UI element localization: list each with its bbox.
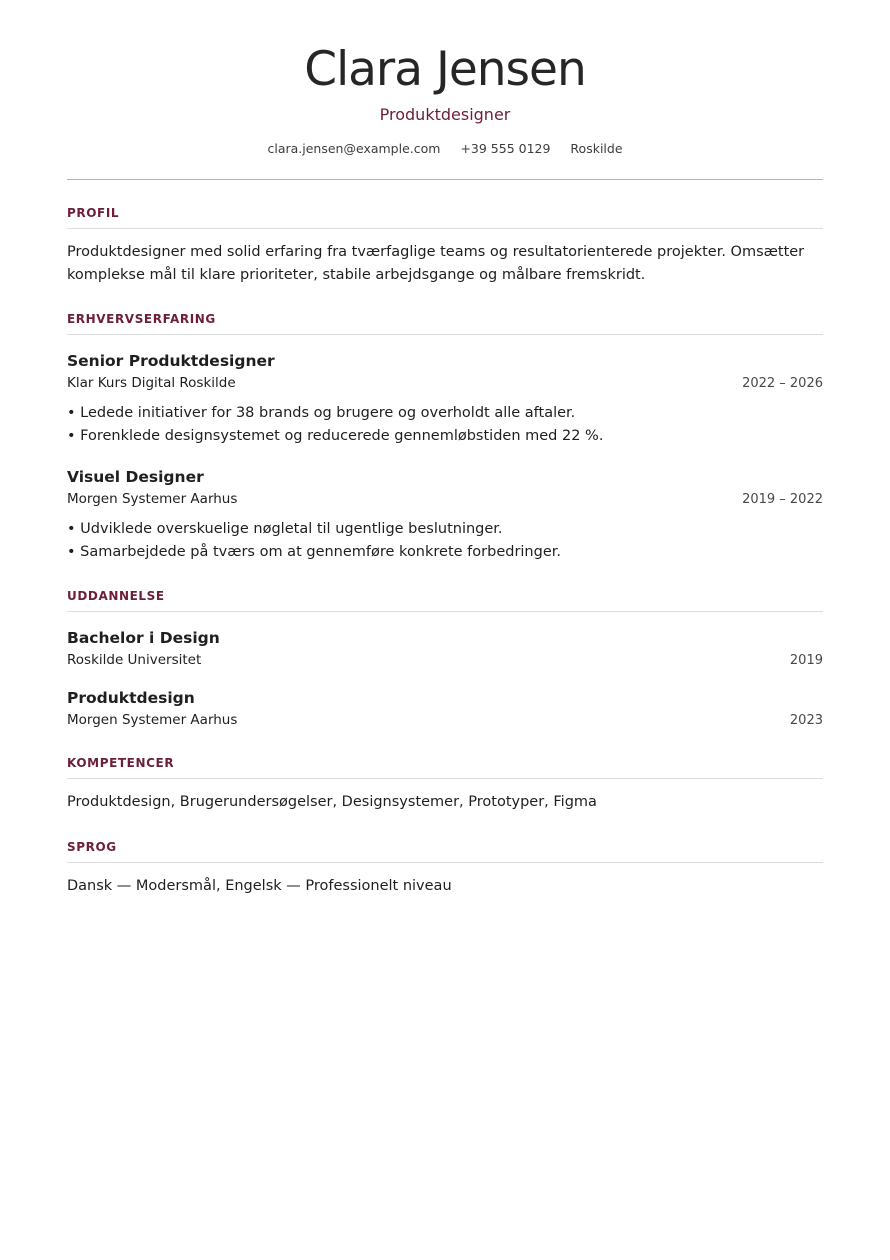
education-entry xyxy=(67,688,823,730)
candidate-name: Clara Jensen xyxy=(304,42,586,97)
profile-text: Produktdesigner med solid erfaring fra tværfaglige teams og resultatorienterede projekter. Omsætter komplekse mål til klare prioriteter, stabile arbejdsgange og målbare fremskridt. xyxy=(67,244,805,283)
job-dates: 2019 – 2022 xyxy=(742,492,823,507)
job-bullet: • Samarbejdede på tværs om at gennemføre konkrete forbedringer. xyxy=(67,541,823,564)
job-bullet: • Ledede initiativer for 38 brands og brugere og overholdt alle aftaler. xyxy=(67,402,823,425)
education-year: 2019 xyxy=(789,653,823,668)
education-meta xyxy=(67,651,823,670)
job-bullets xyxy=(67,402,823,447)
job-organization: Morgen Systemer Aarhus xyxy=(67,491,238,507)
job-bullet: • Forenklede designsystemet og reducerede gennemløbstiden med 22 %. xyxy=(67,425,823,448)
header-divider xyxy=(67,179,823,180)
job-dates: 2022 – 2026 xyxy=(742,376,823,391)
experience-section xyxy=(67,312,823,563)
job-bullet: • Udviklede overskuelige nøgletal til ugentlige beslutninger. xyxy=(67,518,823,541)
section-title-languages: SPROG xyxy=(67,840,823,863)
contact-email: clara.jensen@example.com xyxy=(267,141,441,156)
job-meta xyxy=(67,490,823,509)
job-meta xyxy=(67,374,823,393)
job-title: Visuel Designer xyxy=(67,468,204,486)
candidate-role: Produktdesigner xyxy=(379,105,511,124)
section-title-education: UDDANNELSE xyxy=(67,589,823,612)
education-title: Bachelor i Design xyxy=(67,629,220,647)
education-institution: Roskilde Universitet xyxy=(67,652,202,668)
education-section xyxy=(67,589,823,730)
profile-section xyxy=(67,206,823,286)
skills-text: Produktdesign, Brugerundersøgelser, Designsystemer, Prototyper, Figma xyxy=(67,794,597,810)
job-title: Senior Produktdesigner xyxy=(67,352,275,370)
contact-phone: +39 555 0129 xyxy=(460,141,551,156)
job-organization: Klar Kurs Digital Roskilde xyxy=(67,375,236,391)
languages-section xyxy=(67,840,823,898)
contact-location: Roskilde xyxy=(570,141,623,156)
skills-section xyxy=(67,756,823,814)
education-title: Produktdesign xyxy=(67,689,195,707)
section-title-profile: PROFIL xyxy=(67,206,823,229)
education-institution: Morgen Systemer Aarhus xyxy=(67,712,238,728)
education-entry xyxy=(67,628,823,670)
education-meta xyxy=(67,711,823,730)
section-title-skills: KOMPETENCER xyxy=(67,756,823,779)
education-year: 2023 xyxy=(789,713,823,728)
job-bullets xyxy=(67,518,823,563)
contact-line xyxy=(67,140,823,158)
resume-header xyxy=(67,0,823,180)
job-entry xyxy=(67,351,823,447)
languages-text: Dansk — Modersmål, Engelsk — Professionelt niveau xyxy=(67,877,452,894)
section-title-experience: ERHVERVSERFARING xyxy=(67,312,823,335)
job-entry xyxy=(67,467,823,563)
